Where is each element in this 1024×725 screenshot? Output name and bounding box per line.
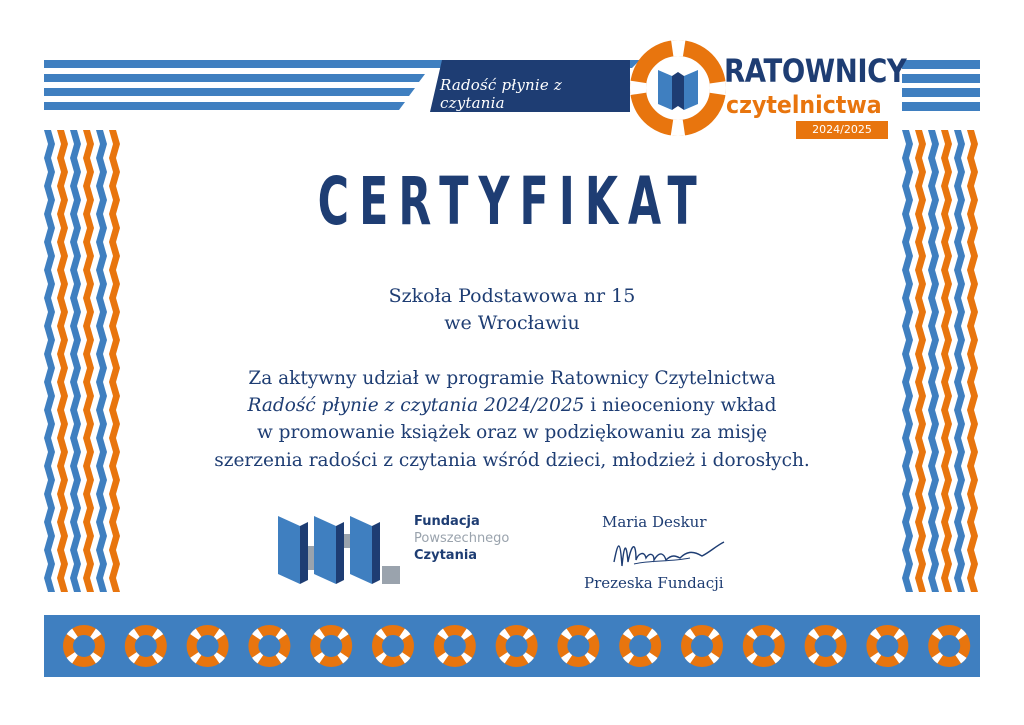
body-line-3: w promowanie książek oraz w podziękowaniu za misję bbox=[256, 422, 768, 443]
body-line-2-rest: i nieoceniony wkład bbox=[584, 395, 777, 416]
signature-scribble bbox=[610, 532, 730, 574]
signer-role: Prezeska Fundacji bbox=[584, 574, 724, 592]
certificate-title: CERTYFIKAT bbox=[317, 163, 707, 240]
top-right-stripes bbox=[902, 60, 980, 111]
lifebuoy-logo-icon bbox=[628, 38, 728, 138]
foundation-line-2: Powszechnego bbox=[414, 531, 510, 546]
body-line-2 bbox=[0, 395, 1024, 416]
school-city: we Wrocławiu bbox=[444, 312, 580, 334]
fpc-logo-icon bbox=[278, 512, 408, 588]
foundation-line-1: Fundacja bbox=[414, 514, 480, 529]
body-line-1: Za aktywny udział w programie Ratownicy Czytelnictwa bbox=[248, 368, 776, 389]
logo-title: RATOWNICY bbox=[724, 52, 907, 90]
logo-year-badge: 2024/2025 bbox=[796, 121, 888, 139]
foundation-line-3: Czytania bbox=[414, 548, 478, 563]
tagline-text: Radość płynie z czytania bbox=[440, 76, 563, 112]
logo-subtitle: czytelnictwa bbox=[726, 91, 882, 119]
school-name: Szkoła Podstawowa nr 15 bbox=[388, 285, 636, 307]
program-name: Radość płynie z czytania 2024/2025 bbox=[247, 395, 585, 416]
signer-name: Maria Deskur bbox=[602, 513, 707, 531]
body-line-4: szerzenia radości z czytania wśród dzieci, młodzież i dorosłych. bbox=[214, 450, 810, 471]
